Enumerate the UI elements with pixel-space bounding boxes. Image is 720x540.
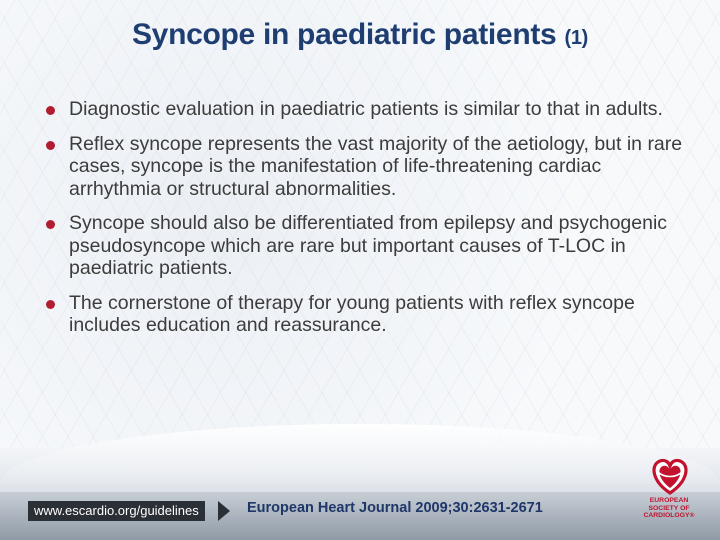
bullet-text: The cornerstone of therapy for young patients with reflex syncope includes education and reassurance.	[69, 291, 635, 336]
guidelines-url-link[interactable]: www.escardio.org/guidelines	[28, 501, 205, 521]
bullet-item	[44, 292, 694, 337]
journal-reference: European Heart Journal 2009;30:2631-2671	[247, 500, 543, 516]
bullet-item	[44, 133, 694, 201]
bullet-text: Diagnostic evaluation in paediatric patients is similar to that in adults.	[69, 98, 663, 120]
bullet-item	[44, 212, 694, 280]
slide-title-text: Syncope in paediatric patients	[131, 18, 557, 51]
esc-heart-logo-icon	[640, 455, 700, 535]
url-arrow-icon	[218, 501, 230, 521]
footer-swoosh	[0, 424, 720, 484]
logo-line: EUROPEAN	[649, 497, 689, 504]
bullet-item	[44, 98, 694, 121]
logo-line: CARDIOLOGY®	[643, 512, 695, 520]
bullet-dot-icon	[46, 106, 55, 115]
logo-line: SOCIETY OF	[648, 504, 690, 512]
bullet-dot-icon	[46, 300, 55, 309]
bullet-text: Syncope should also be differentiated from epilepsy and psychogenic pseudosyncope which are rare but important causes of T-LOC in paediatric patients.	[69, 212, 668, 279]
slide-title	[0, 18, 720, 52]
slide-title-number: (1)	[564, 27, 589, 49]
bullet-list	[44, 98, 694, 349]
esc-logo-text	[640, 497, 698, 520]
footer-band	[0, 448, 720, 540]
bullet-dot-icon	[46, 220, 55, 229]
bullet-text: Reflex syncope represents the vast majority of the aetiology, but in rare cases, syncope is the manifestation of life-threatening cardiac arrhythmia or structural abnormalities.	[69, 132, 683, 200]
bullet-dot-icon	[46, 141, 55, 150]
